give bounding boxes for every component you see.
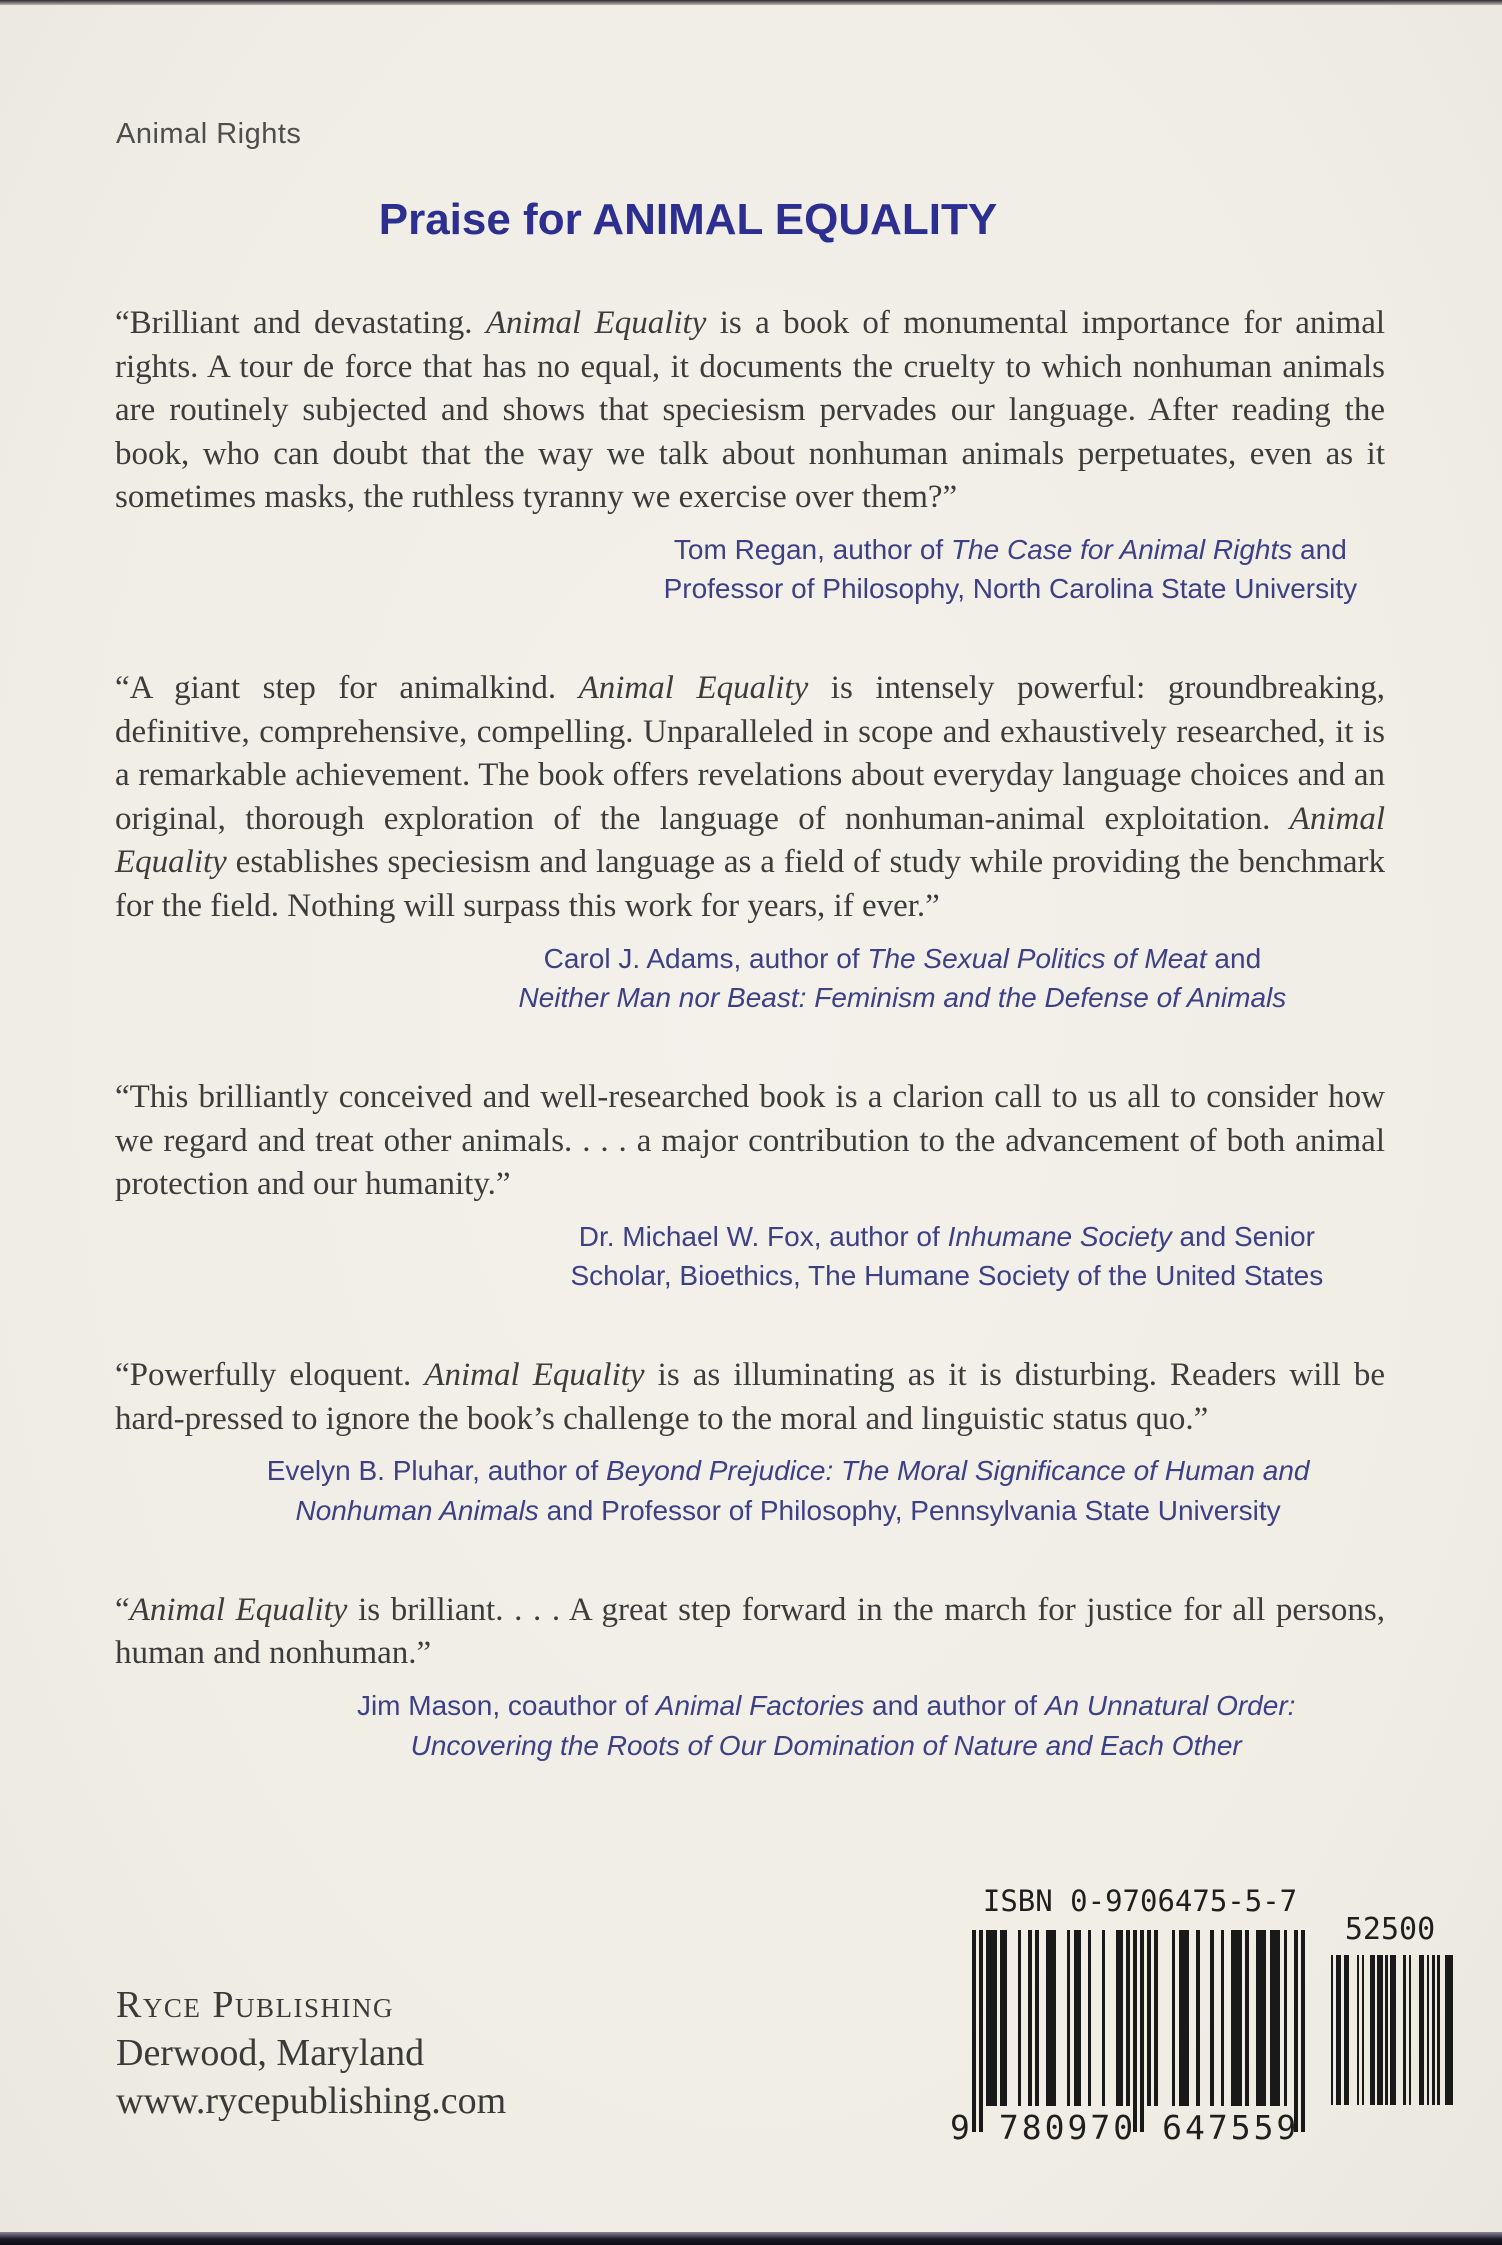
- isbn-barcode-block: [950, 1880, 1482, 2160]
- isbn-label: ISBN 0-9706475-5-7: [982, 1884, 1298, 1918]
- barcode-bar: [1067, 1930, 1071, 2106]
- barcode-bar: [1210, 1930, 1214, 2106]
- barcode-bar: [1102, 1930, 1106, 2106]
- barcode-bar: [979, 1930, 983, 2132]
- barcode-bar: [1362, 1955, 1365, 2105]
- barcode-bar: [1196, 1930, 1200, 2106]
- quote-text: “Brilliant and devastating. Animal Equality is a book of monumental importance for animal rights. A tour de force that has no equal, it documents the cruelty to which nonhuman animals are routinely subjected and shows that speciesism pervades our language. After reading the book, who can doubt that the way we talk about nonhuman animals perpetuates, even as it sometimes masks, the ruthless tyranny we exercise over them?”: [115, 305, 1386, 516]
- ean13-digits: [950, 2108, 1330, 2147]
- barcode-bar: [1004, 1930, 1008, 2106]
- barcode-bar: [1053, 1930, 1057, 2106]
- cover-top-edge: [0, 0, 1502, 5]
- cover-bottom-edge: [0, 2232, 1502, 2245]
- praise-quote: [115, 1589, 1385, 1766]
- publisher-name: Ryce Publishing: [116, 1984, 394, 2026]
- barcode-bar: [1427, 1955, 1430, 2105]
- attribution-line: Jim Mason, coauthor of Animal Factories and author of An Unnatural Order:: [356, 1689, 1296, 1721]
- barcode-bar: [1393, 1955, 1396, 2105]
- barcode-bar: [1147, 1930, 1151, 2106]
- attribution-line: Dr. Michael W. Fox, author of Inhumane Society and Senior: [578, 1220, 1315, 1252]
- quote-attribution: [115, 1217, 1385, 1297]
- barcode-bar: [1133, 1930, 1137, 2132]
- barcode-bar: [1380, 1955, 1383, 2105]
- attribution-line: Uncovering the Roots of Our Domination of Nature and Each Other: [410, 1729, 1242, 1761]
- attribution-line: Professor of Philosophy, North Carolina State University: [663, 573, 1358, 605]
- barcode-bar: [1331, 1955, 1334, 2105]
- barcode-bar: [1432, 1955, 1435, 2105]
- barcode-bar: [993, 1930, 997, 2106]
- barcode-bar: [1077, 1930, 1081, 2106]
- page-title: Praise for ANIMAL EQUALITY: [378, 195, 998, 244]
- barcode-bar: [1338, 1955, 1341, 2105]
- attribution-line: Scholar, Bioethics, The Humane Society of the United States: [570, 1260, 1324, 1292]
- price-code-label: 52500: [1344, 1912, 1436, 1947]
- barcode-bar: [1245, 1930, 1249, 2106]
- barcode-bar: [1277, 1930, 1281, 2106]
- barcode-bar: [1119, 1930, 1123, 2106]
- quote-attribution: [115, 1686, 1385, 1766]
- barcode-bar: [1301, 1930, 1305, 2132]
- barcode-bar: [972, 1930, 976, 2132]
- barcode-bar: [1357, 1955, 1360, 2105]
- barcode-bar: [1422, 1955, 1425, 2105]
- attribution-line: Evelyn B. Pluhar, author of Beyond Prejudice: The Moral Significance of Human and: [266, 1455, 1310, 1487]
- praise-quote: [115, 1076, 1385, 1296]
- quote-text: “This brilliantly conceived and well-researched book is a clarion call to us all to consider how we regard and treat other animals. . . . a major contribution to the advancement of both animal protection and our humanity.”: [115, 1079, 1385, 1203]
- barcode-bar: [1172, 1930, 1176, 2106]
- quote-attribution: [115, 1451, 1385, 1531]
- quote-text: “A giant step for animalkind. Animal Equality is intensely powerful: groundbreaking, definitive, comprehensive, compelling. Unparalleled in scope and exhaustively researched, it is a remarkable achievement. The book offers revelations about everyday language choices and an original, thorough exploration of the language of nonhuman-animal exploitation. Animal Equality establishes speciesism and language as a field of study while providing the benchmark for the field. Nothing will surpass this work for years, if ever.”: [115, 670, 1386, 924]
- barcode-bar: [1154, 1930, 1158, 2106]
- quote-attribution: [115, 939, 1385, 1019]
- barcode-bar: [1028, 1930, 1032, 2106]
- publisher-block: [116, 1982, 506, 2126]
- barcode-bar: [1126, 1930, 1130, 2106]
- barcode-bar: [1450, 1955, 1453, 2105]
- barcode-bar: [1018, 1930, 1022, 2106]
- praise-quote: [115, 1354, 1385, 1531]
- praise-quotes-section: [115, 302, 1385, 1823]
- category-label: Animal Rights: [116, 118, 302, 150]
- attribution-line: Nonhuman Animals and Professor of Philosophy, Pennsylvania State University: [295, 1495, 1281, 1526]
- barcode-bar: [1294, 1930, 1298, 2132]
- barcode-bar: [1088, 1930, 1092, 2106]
- praise-quote: [115, 667, 1385, 1018]
- barcode-bar: [1140, 1930, 1144, 2132]
- barcode-bar: [1346, 1955, 1349, 2105]
- barcode-bar: [1263, 1930, 1267, 2106]
- barcode-bar: [1186, 1930, 1190, 2106]
- publisher-location: Derwood, Maryland: [116, 2031, 425, 2074]
- barcode-bar: [1409, 1955, 1412, 2105]
- barcode-bar: [1372, 1955, 1375, 2105]
- barcode-bar: [1437, 1955, 1440, 2105]
- quote-text: “Powerfully eloquent. Animal Equality is as illuminating as it is disturbing. Readers will be hard-pressed to ignore the book’s challenge to the moral and linguistic status quo.”: [115, 1357, 1385, 1437]
- attribution-line: Tom Regan, author of The Case for Animal Rights and: [673, 533, 1347, 565]
- quote-text: “Animal Equality is brilliant. . . . A great step forward in the march for justice for all persons, human and nonhuman.”: [115, 1591, 1386, 1672]
- barcode-bar: [1238, 1930, 1242, 2106]
- attribution-line: Carol J. Adams, author of The Sexual Politics of Meat and: [543, 942, 1262, 974]
- barcode-bar: [1221, 1930, 1225, 2106]
- barcode-bar: [1403, 1955, 1406, 2105]
- quote-attribution: [115, 530, 1385, 610]
- barcode-bar: [1385, 1955, 1388, 2105]
- publisher-website: www.rycepublishing.com: [116, 2079, 507, 2122]
- ean13-right-digits: 647559: [1162, 2108, 1300, 2147]
- ean13-barcode: [972, 1930, 1308, 2135]
- ean13-first-digit: 9: [950, 2108, 973, 2147]
- praise-quote: [115, 302, 1385, 609]
- barcode-bar: [1284, 1930, 1288, 2106]
- barcode-bar: [1035, 1930, 1039, 2106]
- ean13-left-digits: 780970: [998, 2108, 1137, 2147]
- attribution-line: Neither Man nor Beast: Feminism and the Defense of Animals: [518, 982, 1287, 1014]
- ean5-supplement-barcode: [1328, 1955, 1452, 2107]
